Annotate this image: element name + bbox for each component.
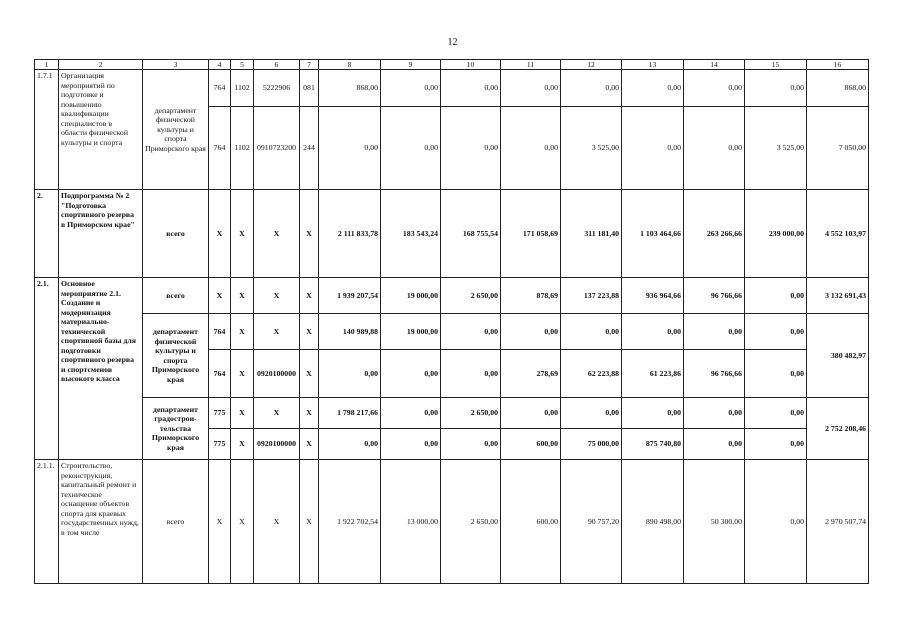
code-cell: 764 bbox=[209, 70, 231, 107]
code-cell: Х bbox=[300, 190, 319, 278]
column-header: 16 bbox=[807, 60, 869, 70]
value-cell: 600,00 bbox=[501, 460, 561, 584]
code-cell: 775 bbox=[209, 429, 231, 460]
value-cell: 0,00 bbox=[381, 350, 441, 398]
value-cell: 2 650,00 bbox=[441, 460, 501, 584]
executor: департамент физической культуры и спорта Приморского края bbox=[143, 314, 209, 398]
value-cell: 0,00 bbox=[381, 70, 441, 107]
executor: всего bbox=[143, 190, 209, 278]
value-cell: 4 552 103,97 bbox=[807, 190, 869, 278]
code-cell: 0910723200 bbox=[254, 107, 300, 190]
column-header: 11 bbox=[501, 60, 561, 70]
value-cell: 0,00 bbox=[501, 70, 561, 107]
value-cell: 13 000,00 bbox=[381, 460, 441, 584]
code-cell: Х bbox=[254, 190, 300, 278]
value-cell: 0,00 bbox=[501, 314, 561, 350]
value-cell: 0,00 bbox=[745, 278, 807, 314]
value-cell: 0,00 bbox=[745, 460, 807, 584]
value-cell: 137 223,88 bbox=[561, 278, 622, 314]
column-header: 2 bbox=[59, 60, 143, 70]
code-cell: Х bbox=[300, 350, 319, 398]
column-header: 9 bbox=[381, 60, 441, 70]
value-cell: 380 482,97 bbox=[807, 314, 869, 398]
code-cell: 775 bbox=[209, 398, 231, 429]
value-cell: 1 798 217,66 bbox=[319, 398, 381, 429]
value-cell: 2 970 507,74 bbox=[807, 460, 869, 584]
table-row bbox=[35, 460, 869, 584]
value-cell: 0,00 bbox=[441, 70, 501, 107]
value-cell: 0,00 bbox=[441, 350, 501, 398]
value-cell: 0,00 bbox=[501, 398, 561, 429]
value-cell: 0,00 bbox=[381, 107, 441, 190]
column-header: 3 bbox=[143, 60, 209, 70]
value-cell: 3 525,00 bbox=[561, 107, 622, 190]
table-row bbox=[35, 70, 869, 107]
value-cell: 0,00 bbox=[684, 314, 745, 350]
code-cell: 764 bbox=[209, 107, 231, 190]
value-cell: 1 922 702,54 bbox=[319, 460, 381, 584]
code-cell: Х bbox=[231, 398, 254, 429]
row-number: 2. bbox=[35, 190, 59, 278]
value-cell: 75 000,00 bbox=[561, 429, 622, 460]
value-cell: 0,00 bbox=[622, 398, 684, 429]
value-cell: 2 650,00 bbox=[441, 398, 501, 429]
code-cell: Х bbox=[300, 460, 319, 584]
code-cell: Х bbox=[254, 278, 300, 314]
value-cell: 0,00 bbox=[684, 429, 745, 460]
item-name: Организация мероприятий по подготовке и повышению квалификации специалистов в области физической культуры и спорта bbox=[59, 70, 143, 190]
value-cell: 0,00 bbox=[745, 398, 807, 429]
value-cell: 0,00 bbox=[684, 398, 745, 429]
value-cell: 0,00 bbox=[561, 314, 622, 350]
item-name: Подпрограмма № 2 "Подготовка спортивного резерва в Приморском крае" bbox=[59, 190, 143, 278]
value-cell: 878,69 bbox=[501, 278, 561, 314]
column-header: 13 bbox=[622, 60, 684, 70]
column-header: 12 bbox=[561, 60, 622, 70]
table-row bbox=[35, 190, 869, 278]
value-cell: 171 058,69 bbox=[501, 190, 561, 278]
code-cell: Х bbox=[231, 314, 254, 350]
value-cell: 19 000,00 bbox=[381, 314, 441, 350]
value-cell: 0,00 bbox=[745, 429, 807, 460]
value-cell: 936 964,66 bbox=[622, 278, 684, 314]
code-cell: 764 bbox=[209, 350, 231, 398]
value-cell: 96 766,66 bbox=[684, 278, 745, 314]
code-cell: Х bbox=[231, 460, 254, 584]
code-cell: 0920100000 bbox=[254, 429, 300, 460]
code-cell: Х bbox=[231, 429, 254, 460]
value-cell: 0,00 bbox=[745, 350, 807, 398]
code-cell: Х bbox=[254, 460, 300, 584]
value-cell: 0,00 bbox=[441, 314, 501, 350]
value-cell: 61 223,86 bbox=[622, 350, 684, 398]
value-cell: 3 132 691,43 bbox=[807, 278, 869, 314]
value-cell: 140 989,88 bbox=[319, 314, 381, 350]
value-cell: 0,00 bbox=[319, 350, 381, 398]
value-cell: 90 757,20 bbox=[561, 460, 622, 584]
column-header: 10 bbox=[441, 60, 501, 70]
column-header: 7 bbox=[300, 60, 319, 70]
value-cell: 1 103 464,66 bbox=[622, 190, 684, 278]
value-cell: 311 181,40 bbox=[561, 190, 622, 278]
value-cell: 890 498,00 bbox=[622, 460, 684, 584]
code-cell: Х bbox=[209, 190, 231, 278]
value-cell: 0,00 bbox=[622, 314, 684, 350]
code-cell: Х bbox=[300, 429, 319, 460]
value-cell: 600,00 bbox=[501, 429, 561, 460]
budget-table bbox=[34, 59, 869, 584]
value-cell: 263 266,66 bbox=[684, 190, 745, 278]
value-cell: 96 766,66 bbox=[684, 350, 745, 398]
column-header: 6 bbox=[254, 60, 300, 70]
item-name: Строительство, реконструкция, капитальный ремонт и техническое оснащение объектов спорта для краевых государственных нужд, в том числе bbox=[59, 460, 143, 584]
value-cell: 2 650,00 bbox=[441, 278, 501, 314]
value-cell: 7 050,00 bbox=[807, 107, 869, 190]
value-cell: 0,00 bbox=[319, 429, 381, 460]
value-cell: 0,00 bbox=[501, 107, 561, 190]
value-cell: 2 752 208,46 bbox=[807, 398, 869, 460]
table-row bbox=[35, 314, 869, 350]
column-header: 15 bbox=[745, 60, 807, 70]
code-cell: Х bbox=[209, 278, 231, 314]
row-number: 1.7.1 bbox=[35, 70, 59, 190]
executor: департамент физической культуры и спорта Приморского края bbox=[143, 70, 209, 190]
value-cell: 0,00 bbox=[441, 107, 501, 190]
column-header: 14 bbox=[684, 60, 745, 70]
code-cell: 764 bbox=[209, 314, 231, 350]
column-header: 5 bbox=[231, 60, 254, 70]
value-cell: 278,69 bbox=[501, 350, 561, 398]
table-row bbox=[35, 278, 869, 314]
value-cell: 3 525,00 bbox=[745, 107, 807, 190]
value-cell: 0,00 bbox=[561, 398, 622, 429]
code-cell: 5222906 bbox=[254, 70, 300, 107]
code-cell: Х bbox=[231, 190, 254, 278]
code-cell: Х bbox=[231, 278, 254, 314]
table-row bbox=[35, 398, 869, 429]
code-cell: Х bbox=[300, 398, 319, 429]
code-cell: 0920100000 bbox=[254, 350, 300, 398]
value-cell: 1 939 207,54 bbox=[319, 278, 381, 314]
value-cell: 0,00 bbox=[745, 314, 807, 350]
code-cell: 081 bbox=[300, 70, 319, 107]
row-number: 2.1. bbox=[35, 278, 59, 460]
code-cell: Х bbox=[254, 398, 300, 429]
code-cell: Х bbox=[254, 314, 300, 350]
value-cell: 50 300,00 bbox=[684, 460, 745, 584]
value-cell: 868,00 bbox=[319, 70, 381, 107]
value-cell: 0,00 bbox=[622, 70, 684, 107]
column-header: 1 bbox=[35, 60, 59, 70]
code-cell: Х bbox=[209, 460, 231, 584]
value-cell: 0,00 bbox=[561, 70, 622, 107]
value-cell: 0,00 bbox=[684, 107, 745, 190]
value-cell: 0,00 bbox=[622, 107, 684, 190]
executor: департамент градострои-тельства Приморского края bbox=[143, 398, 209, 460]
value-cell: 875 740,80 bbox=[622, 429, 684, 460]
page-number: 12 bbox=[447, 37, 458, 48]
value-cell: 0,00 bbox=[381, 398, 441, 429]
value-cell: 2 111 833,78 bbox=[319, 190, 381, 278]
header-row bbox=[35, 60, 869, 70]
code-cell: Х bbox=[300, 314, 319, 350]
row-number: 2.1.1. bbox=[35, 460, 59, 584]
value-cell: 0,00 bbox=[381, 429, 441, 460]
value-cell: 0,00 bbox=[745, 70, 807, 107]
column-header: 4 bbox=[209, 60, 231, 70]
code-cell: 1102 bbox=[231, 107, 254, 190]
value-cell: 0,00 bbox=[319, 107, 381, 190]
value-cell: 183 543,24 bbox=[381, 190, 441, 278]
value-cell: 868,00 bbox=[807, 70, 869, 107]
code-cell: 244 bbox=[300, 107, 319, 190]
value-cell: 168 755,54 bbox=[441, 190, 501, 278]
code-cell: Х bbox=[231, 350, 254, 398]
value-cell: 0,00 bbox=[684, 70, 745, 107]
value-cell: 0,00 bbox=[441, 429, 501, 460]
column-header: 8 bbox=[319, 60, 381, 70]
code-cell: Х bbox=[300, 278, 319, 314]
value-cell: 62 223,88 bbox=[561, 350, 622, 398]
executor: всего bbox=[143, 278, 209, 314]
executor: всего bbox=[143, 460, 209, 584]
value-cell: 239 000,00 bbox=[745, 190, 807, 278]
code-cell: 1102 bbox=[231, 70, 254, 107]
item-name: Основное мероприятие 2.1. Создание и модернизация материально-технической спортивной базы для подготовки спортивного резерва и спортсменов высокого класса bbox=[59, 278, 143, 460]
value-cell: 19 000,00 bbox=[381, 278, 441, 314]
